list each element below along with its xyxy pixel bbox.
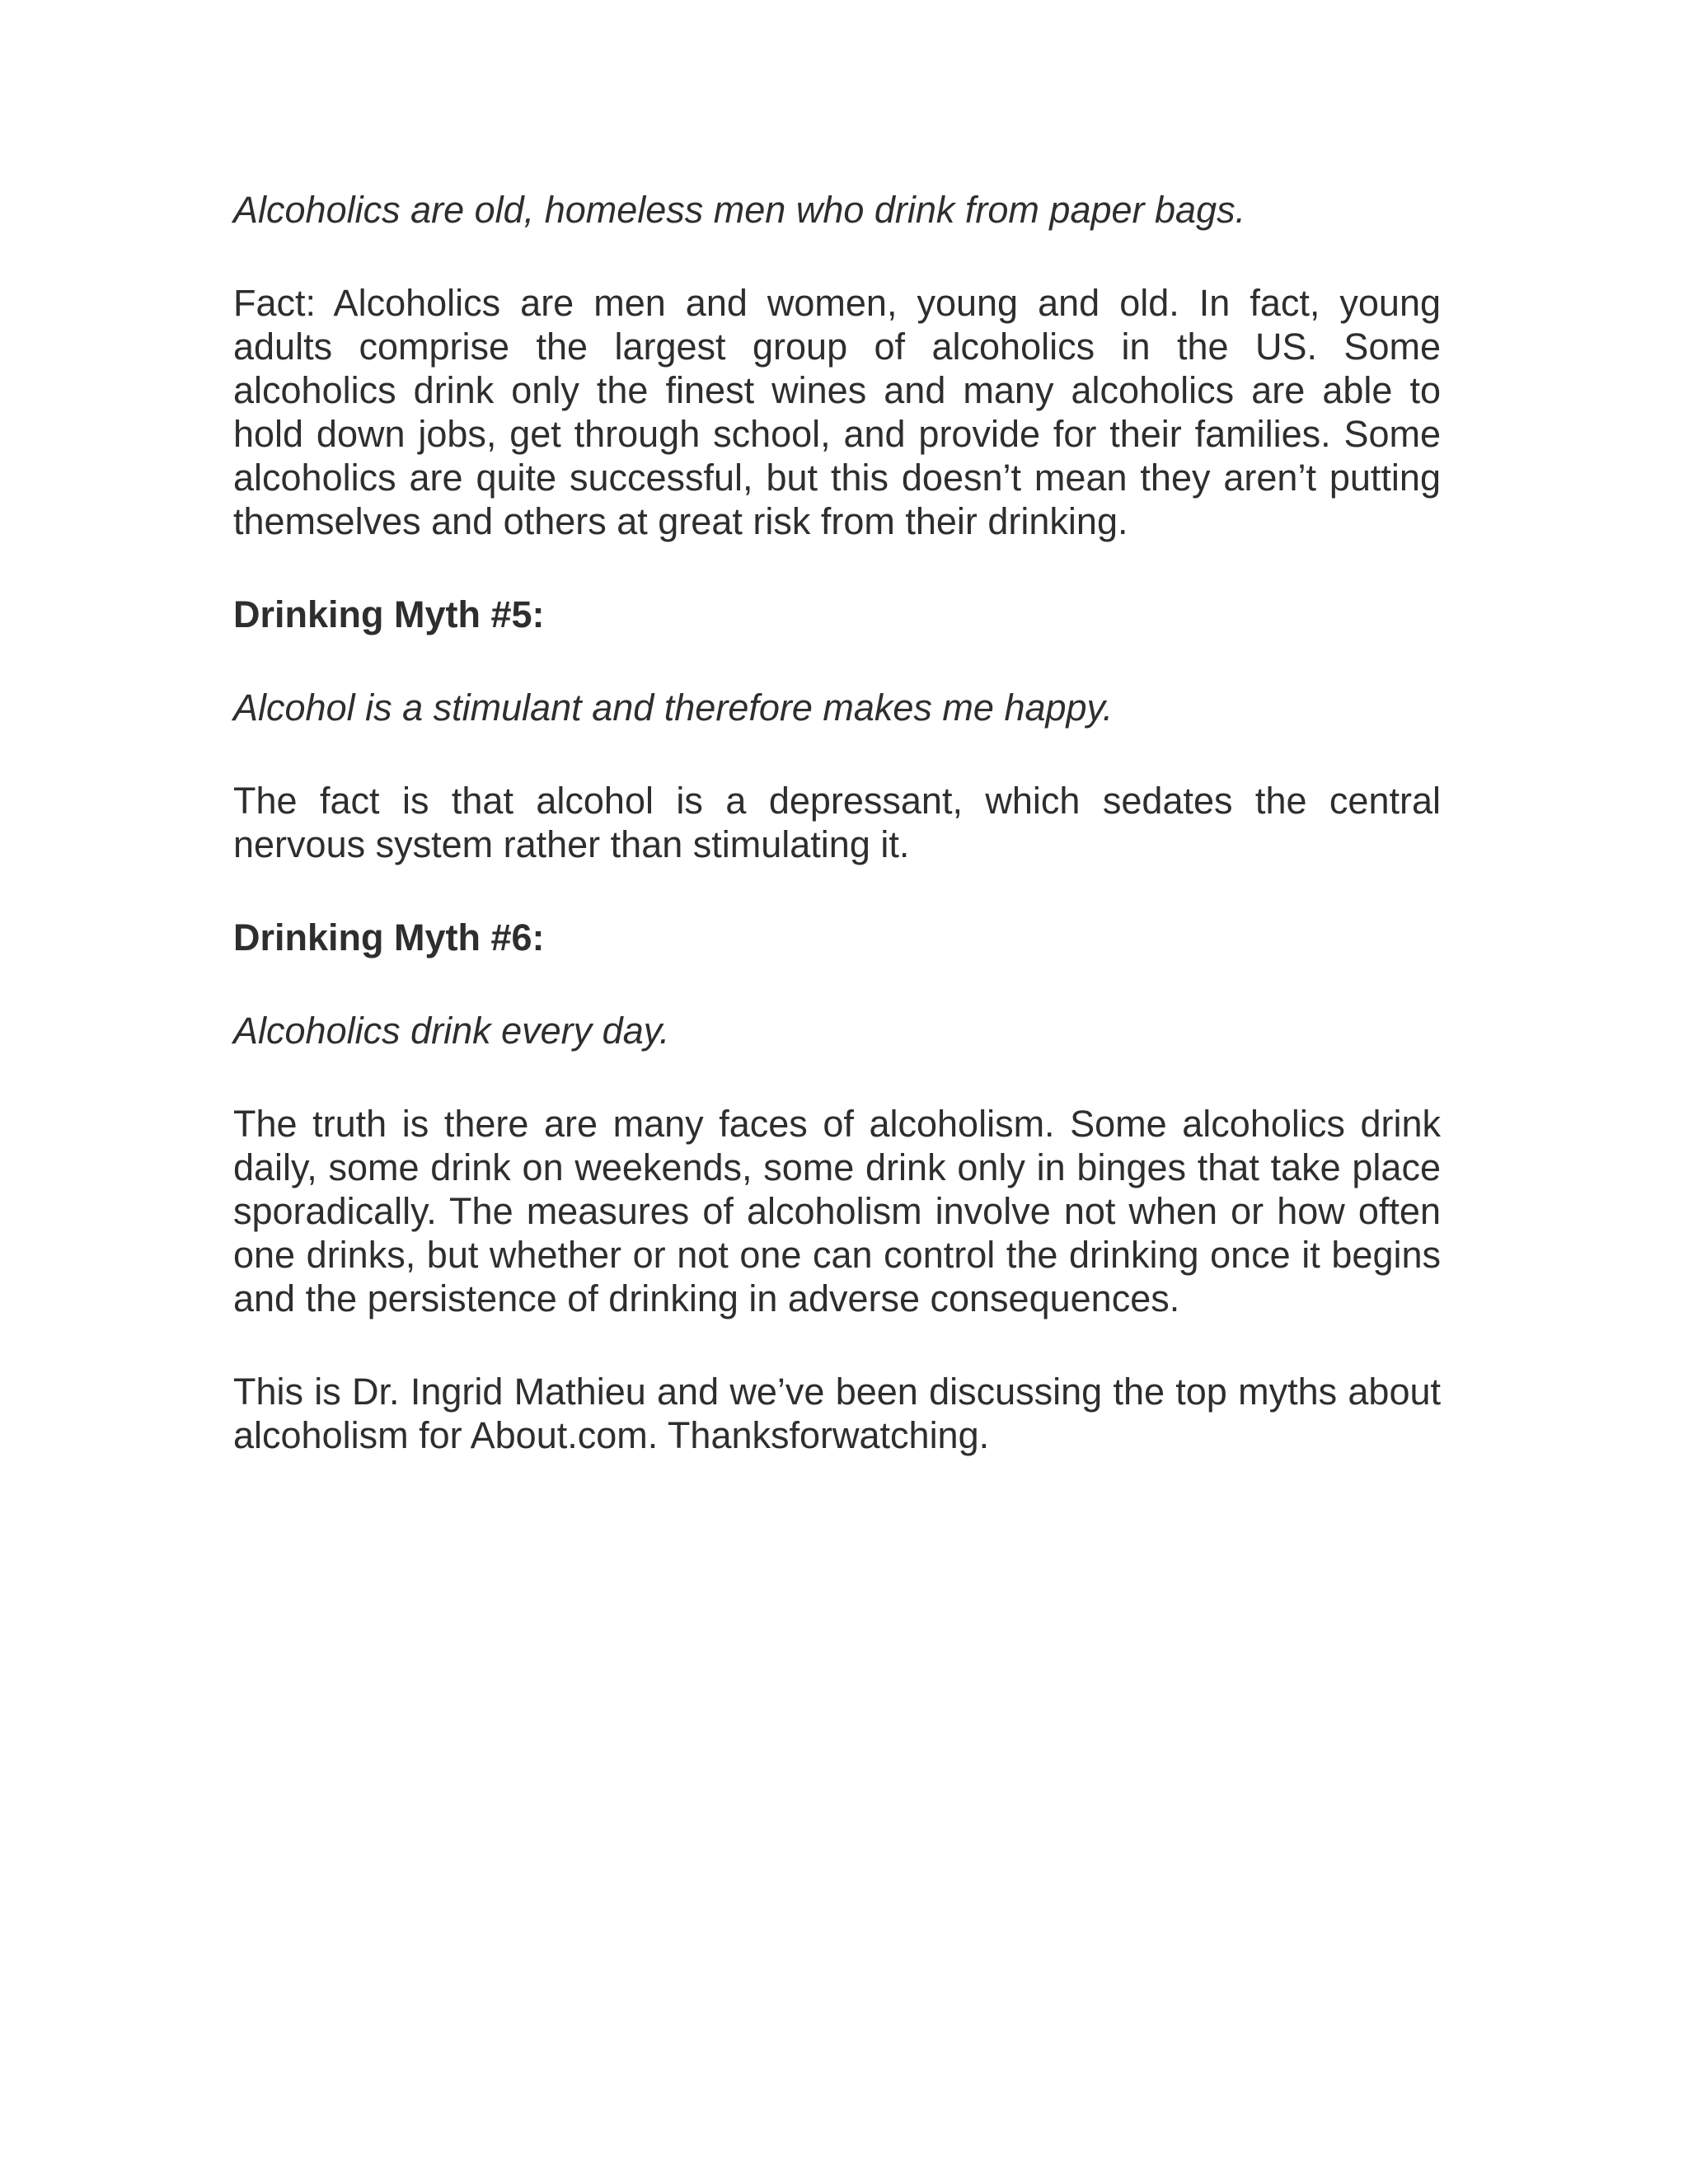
myth-6-statement: Alcoholics drink every day.	[233, 1010, 670, 1052]
document-body	[233, 188, 1441, 1507]
myth-5-statement: Alcohol is a stimulant and therefore makes me happy.	[233, 687, 1114, 729]
myth-6-heading: Drinking Myth #6:	[233, 916, 545, 958]
myth-5-fact: The fact is that alcohol is a depressant, which sedates the central nervous system rather than stimulating it.	[233, 780, 1441, 865]
closing-paragraph: This is Dr. Ingrid Mathieu and we’ve been discussing the top myths about alcoholism for About.com. Thanksforwatching.	[233, 1371, 1441, 1456]
myth-4-fact: Fact: Alcoholics are men and women, young and old. In fact, young adults comprise the largest group of alcoholics in the US. Some alcoholics drink only the finest wines and many alcoholics are able to hold down jobs, get through school, and provide for their families. Some alcoholics are quite successful, but this doesn’t mean they aren’t putting themselves and others at great risk from their drinking.	[233, 282, 1441, 542]
myth-5-heading: Drinking Myth #5:	[233, 593, 545, 635]
myth-4-statement: Alcoholics are old, homeless men who drink from paper bags.	[233, 189, 1246, 231]
myth-6-fact: The truth is there are many faces of alcoholism. Some alcoholics drink daily, some drink on weekends, some drink only in binges that take place sporadically. The measures of alcoholism involve not when or how often one drinks, but whether or not one can control the drinking once it begins and the persistence of drinking in adverse consequences.	[233, 1103, 1441, 1319]
